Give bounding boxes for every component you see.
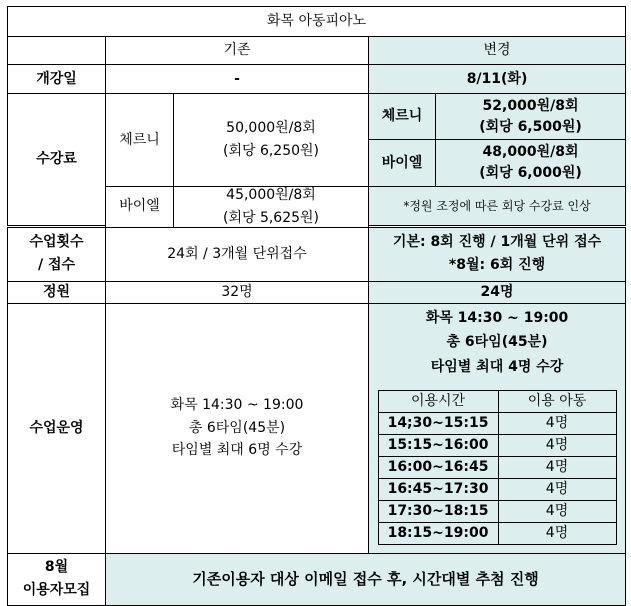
operation-before-line2: 총 6타임(45분) [188, 419, 286, 436]
slot-time: 16:45~17:30 [378, 478, 498, 500]
sessions-after-cell [369, 227, 626, 281]
fee-note: *정원 조정에 따른 회당 수강료 인상 [369, 187, 626, 226]
open-date-after: 8/11(화) [369, 65, 626, 94]
sessions-after-line1: 기본: 8회 진행 / 1개월 단위 접수 [392, 234, 602, 251]
row-label-sessions [8, 227, 106, 281]
recruit-text: 기존이용자 대상 이메일 접수 후, 시간대별 추첨 진행 [106, 553, 626, 605]
row-label-recruit [8, 553, 106, 605]
row-label-operation: 수업운영 [8, 303, 106, 553]
row-label-capacity: 정원 [8, 281, 106, 303]
slot-header-kids: 이용 아동 [498, 390, 616, 412]
fee-before-cherny-per: (회당 6,250원) [222, 143, 320, 159]
fee-before-bayer-price: 45,000원/8회 [226, 187, 316, 203]
slot-kids: 4명 [498, 522, 616, 544]
sessions-before: 24회 / 3개월 단위접수 [106, 227, 369, 281]
sessions-after-line2: *8월: 6회 진행 [448, 257, 546, 274]
operation-after-line1: 화목 14:30 ~ 19:00 [425, 309, 569, 326]
row-label-open-date: 개강일 [8, 65, 106, 94]
slot-time: 18:15~19:00 [378, 522, 498, 544]
slot-kids: 4명 [498, 412, 616, 434]
fee-before-bayer-cell [174, 187, 369, 228]
header-before: 기존 [106, 37, 369, 65]
fee-after-bayer-cell [436, 140, 626, 187]
schedule-change-table [7, 6, 626, 606]
fee-before-cherny-cell [174, 94, 369, 187]
slot-kids: 4명 [498, 434, 616, 456]
operation-before-line1: 화목 14:30 ~ 19:00 [170, 396, 304, 413]
fee-after-bayer-per: (회당 6,000원) [479, 165, 582, 181]
recruit-label-line2: 이용자모집 [22, 582, 91, 599]
fee-after-cherny-per: (회당 6,500원) [479, 118, 582, 135]
operation-before-cell [106, 303, 369, 553]
operation-after-cell [369, 303, 626, 553]
slot-kids: 4명 [498, 478, 616, 500]
slot-time: 17:30~18:15 [378, 500, 498, 522]
sessions-label-line2: / 접수 [37, 257, 76, 274]
capacity-after: 24명 [369, 281, 626, 303]
open-date-before: - [106, 65, 369, 94]
fee-after-cherny-price: 52,000원/8회 [482, 97, 579, 114]
fee-after-name-cherny: 체르니 [369, 94, 436, 140]
operation-after-line2: 총 6타임(45분) [446, 334, 548, 351]
capacity-before: 32명 [106, 281, 369, 303]
table-row [378, 522, 616, 544]
fee-after-name-bayer: 바이엘 [369, 140, 436, 187]
operation-after-line3: 타임별 최대 4명 수강 [430, 359, 564, 376]
table-row [378, 434, 616, 456]
slot-kids: 4명 [498, 456, 616, 478]
fee-before-name-bayer: 바이엘 [106, 187, 174, 228]
table-title: 화목 아동피아노 [8, 7, 626, 37]
fee-before-cherny-price: 50,000원/8회 [226, 120, 316, 137]
fee-before-bayer-per: (회당 5,625원) [222, 209, 320, 226]
slot-time: 14;30~15:15 [378, 412, 498, 434]
row-label-fee: 수강료 [8, 94, 106, 226]
time-slot-table [378, 390, 617, 545]
table-row [378, 412, 616, 434]
operation-before-line3: 타임별 최대 6명 수강 [171, 442, 303, 459]
table-row [378, 478, 616, 500]
header-after: 변경 [369, 37, 626, 65]
slot-header-time: 이용시간 [378, 390, 498, 412]
fee-after-bayer-price: 48,000원/8회 [482, 144, 579, 161]
slot-time: 16:00~16:45 [378, 456, 498, 478]
table-row [378, 456, 616, 478]
recruit-label-line1: 8월 [44, 559, 69, 576]
sessions-label-line1: 수업횟수 [29, 234, 84, 251]
fee-before-name-cherny: 체르니 [106, 94, 174, 187]
slot-kids: 4명 [498, 500, 616, 522]
header-empty-cell [8, 37, 106, 65]
fee-after-cherny-cell [436, 94, 626, 140]
table-row [378, 500, 616, 522]
slot-time: 15:15~16:00 [378, 434, 498, 456]
